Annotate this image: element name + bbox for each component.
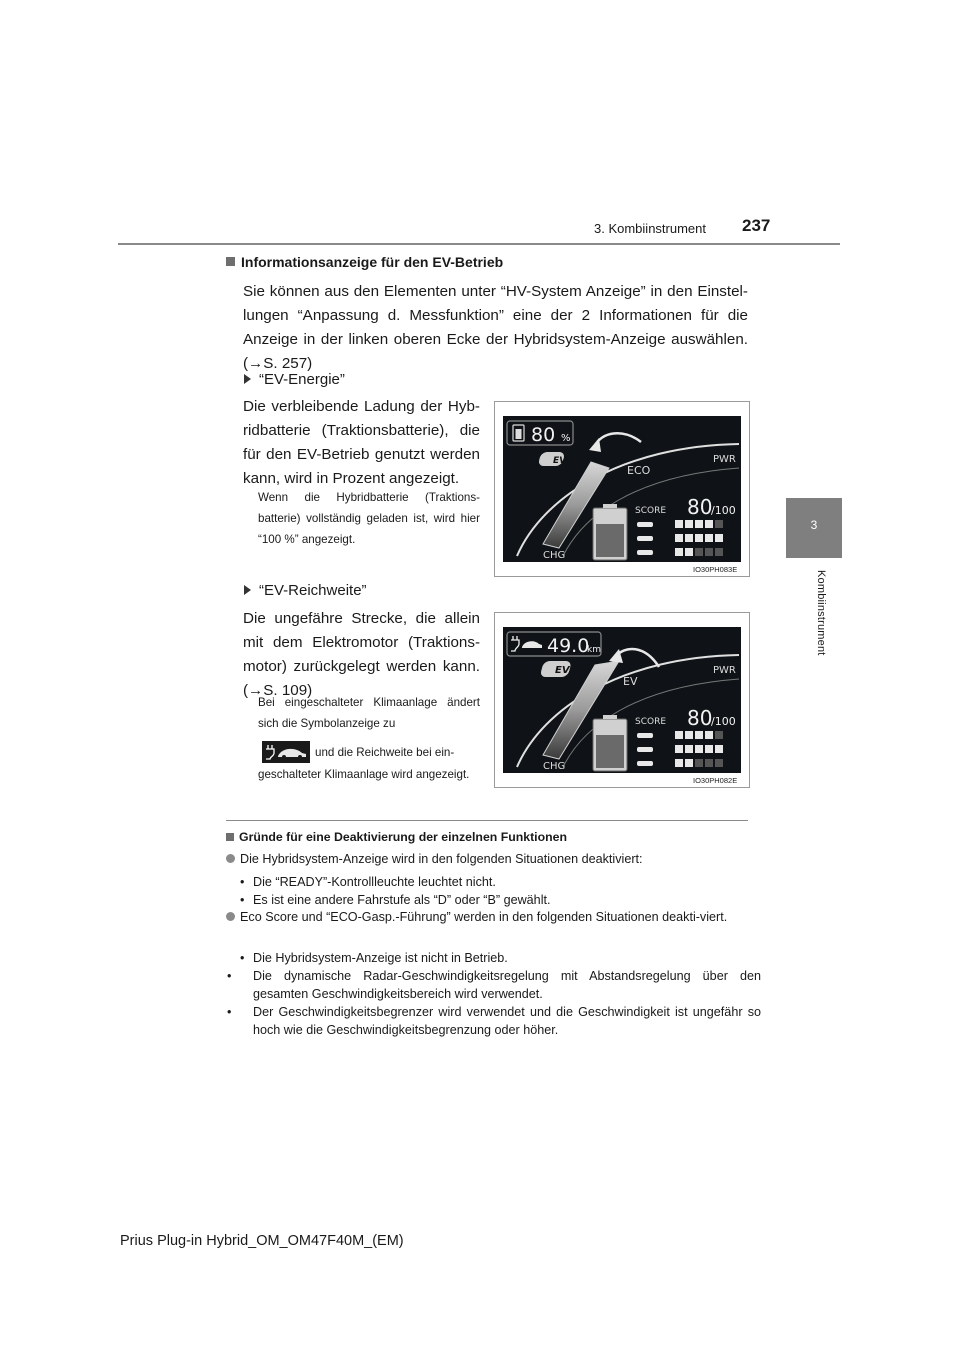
list-item-text: Es ist eine andere Fahrstufe als “D” oder “B” gewählt.: [253, 893, 551, 907]
list-item: • Der Geschwindigkeitsbegrenzer wird verwendet und die Geschwindigkeit ist ungefähr so hoch wie die Geschwindigkeitsbegrenzung oder höher.: [227, 1005, 761, 1037]
list-item: • Die dynamische Radar-Geschwindigkeitsregelung mit Abstandsregelung über den gesamten Geschwindigkeitsbereich wird verwendet.: [227, 969, 761, 1001]
score-label: SCORE: [635, 506, 667, 516]
ev-badge-label: EV: [553, 456, 567, 466]
score-value: 80: [687, 495, 713, 519]
ev-energy-note: Wenn die Hybridbatterie (Traktions-batterie) vollständig geladen ist, wird hier “100 %” angezeigt.: [258, 491, 480, 546]
page-number: 237: [742, 216, 771, 235]
header-rule: [118, 243, 840, 245]
ev-energy-value: 80: [531, 424, 556, 446]
chapter-number: 3: [810, 518, 818, 532]
ev-range-value: 49.0: [547, 635, 590, 657]
triangle-bullet-icon: [244, 585, 251, 595]
list-item-text: Die dynamische Radar-Geschwindigkeitsregelung mit Abstandsregelung über den gesamten Geschwindigkeitsbereich wird verwendet.: [253, 969, 761, 1001]
list-item-text: Die Hybridsystem-Anzeige ist nicht in Betrieb.: [253, 951, 508, 965]
notes-divider: [226, 820, 748, 821]
ev-range-note-b: und die Reichweite bei ein-: [315, 746, 455, 759]
section-heading: [226, 254, 503, 270]
square-bullet-icon: [226, 833, 234, 841]
footer-doc-id: Prius Plug-in Hybrid_OM_OM47F40M_(EM): [120, 1233, 404, 1249]
ev-energy-paragraph: Die verbleibende Ladung der Hyb-ridbatterie (Traktionsbatterie), die für den EV-Betrieb genutzt werden kann, wird in Prozent angezeigt.: [243, 398, 480, 487]
list-item-text: Der Geschwindigkeitsbegrenzer wird verwendet und die Geschwindigkeit ist ungefähr so hoch wie die Geschwindigkeitsbegrenzung oder höher.: [253, 1005, 761, 1037]
circle-bullet-icon: [226, 854, 235, 863]
intro-paragraph: Sie können aus den Elementen unter “HV-System Anzeige” in den Einstel-lungen “Anpassung d. Messfunktion” eine der 2 Informationen für die Anzeige in der linken oberen Ecke der Hybridsystem-Anzeige auswählen. (→S. 257): [243, 283, 748, 372]
figure-code: IO30PH083E: [693, 565, 738, 574]
ev-range-paragraph: Die ungefähre Strecke, die allein mit dem Elektromotor (Traktions-motor) zurückgelegt werden kann. (→S. 109): [243, 610, 480, 699]
hybrid-display-screen: [503, 627, 741, 773]
square-bullet-icon: [226, 257, 235, 266]
eco-score-rows: [637, 731, 723, 767]
score-max: /100: [711, 504, 736, 517]
notes-heading: [226, 830, 567, 844]
subsection-ev-energy-title: [244, 371, 345, 388]
score-value: 80: [687, 706, 713, 730]
section-heading-text: Informationsanzeige für den EV-Betrieb: [241, 254, 504, 270]
ev-range-note-a: Bei eingeschalteter Klimaanlage ändert sich die Symbolanzeige zu: [258, 696, 480, 730]
pwr-label: PWR: [713, 665, 736, 676]
list-item: • Es ist eine andere Fahrstufe als “D” oder “B” gewählt.: [240, 893, 551, 907]
list-item-text: Die “READY”-Kontrollleuchte leuchtet nicht.: [253, 875, 496, 889]
ev-badge-label: EV: [555, 665, 570, 676]
triangle-bullet-icon: [244, 374, 251, 384]
hybrid-display-screen: [503, 416, 741, 562]
ev-range-note-c: geschalteter Klimaanlage wird angezeigt.: [258, 768, 470, 781]
list-item: • Die Hybridsystem-Anzeige ist nicht in Betrieb.: [240, 951, 508, 965]
score-max: /100: [711, 715, 736, 728]
circle-bullet-icon: [226, 912, 235, 921]
score-label: SCORE: [635, 717, 667, 727]
ev-range-unit: km: [587, 645, 601, 655]
figure-ev-range: [494, 612, 750, 788]
notes-bullet-2: [226, 908, 762, 926]
chg-label: CHG: [543, 761, 566, 772]
chapter-label: Kombiinstrument: [815, 570, 827, 656]
figure-ev-energy: [494, 401, 750, 577]
list-item: • Die “READY”-Kontrollleuchte leuchtet nicht.: [240, 875, 496, 889]
chg-label: CHG: [543, 550, 566, 561]
notes-bullet-text: Die Hybridsystem-Anzeige wird in den folgenden Situationen deaktiviert:: [240, 852, 643, 866]
eco-score-rows: [637, 520, 723, 556]
chapter-tab: [786, 498, 842, 558]
pwr-label: PWR: [713, 454, 736, 465]
subsection-title-text: “EV-Energie”: [259, 371, 345, 388]
mode-label: EV: [623, 675, 638, 688]
mode-label: ECO: [627, 464, 651, 477]
ac-range-symbol-icon: [262, 741, 310, 763]
ev-energy-unit: %: [561, 433, 571, 444]
subsection-title-text: “EV-Reichweite”: [259, 582, 367, 599]
notes-heading-text: Gründe für eine Deaktivierung der einzelnen Funktionen: [239, 830, 567, 844]
notes-bullet-text: Eco Score und “ECO-Gasp.-Führung” werden in den folgenden Situationen deakti-viert.: [240, 910, 728, 924]
notes-bullet-1: [226, 850, 748, 868]
subsection-ev-range-title: [244, 582, 367, 599]
section-title: 3. Kombiinstrument: [594, 221, 706, 236]
figure-code: IO30PH082E: [693, 776, 738, 785]
